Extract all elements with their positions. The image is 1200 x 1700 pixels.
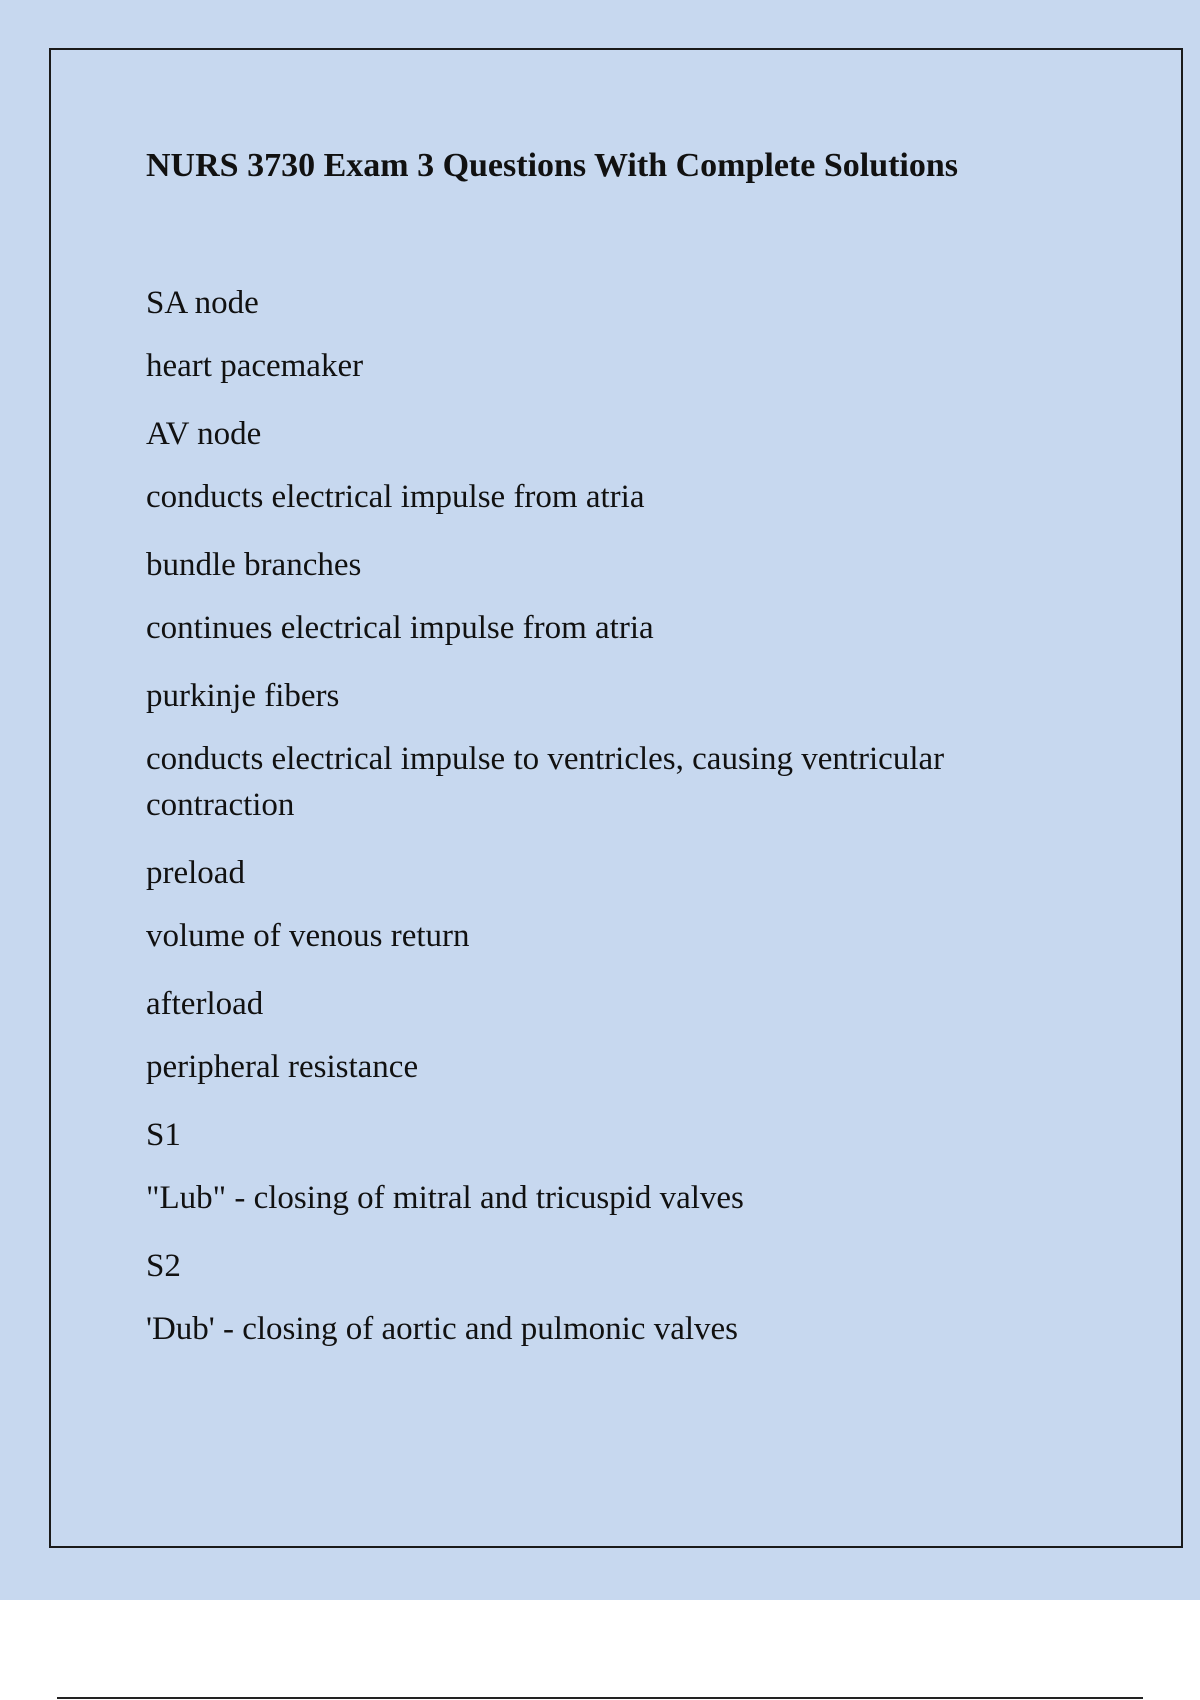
list-item-term: preload xyxy=(146,855,245,891)
list-item-term: SA node xyxy=(146,285,259,321)
list-item-term: bundle branches xyxy=(146,547,362,583)
list-item-definition: volume of venous return xyxy=(146,918,470,954)
list-item-term: purkinje fibers xyxy=(146,678,340,714)
list-item-definition: continues electrical impulse from atria xyxy=(146,610,654,646)
list-item-definition: conducts electrical impulse from atria xyxy=(146,479,645,515)
list-item-term: afterload xyxy=(146,986,264,1022)
list-item-definition: conducts electrical impulse to ventricles, causing ventricular contraction xyxy=(146,741,945,823)
list-item-definition: 'Dub' - closing of aortic and pulmonic valves xyxy=(146,1311,739,1347)
list-item-definition: "Lub" - closing of mitral and tricuspid valves xyxy=(146,1180,744,1216)
footer-divider xyxy=(57,1697,1143,1699)
list-item-term: S1 xyxy=(146,1117,181,1153)
document-title: NURS 3730 Exam 3 Questions With Complete Solutions xyxy=(146,147,959,184)
list-item-definition: heart pacemaker xyxy=(146,348,364,384)
qa-list xyxy=(146,280,1046,1374)
list-item-term: S2 xyxy=(146,1248,181,1284)
list-item-term: AV node xyxy=(146,416,262,452)
list-item-definition: peripheral resistance xyxy=(146,1049,419,1085)
